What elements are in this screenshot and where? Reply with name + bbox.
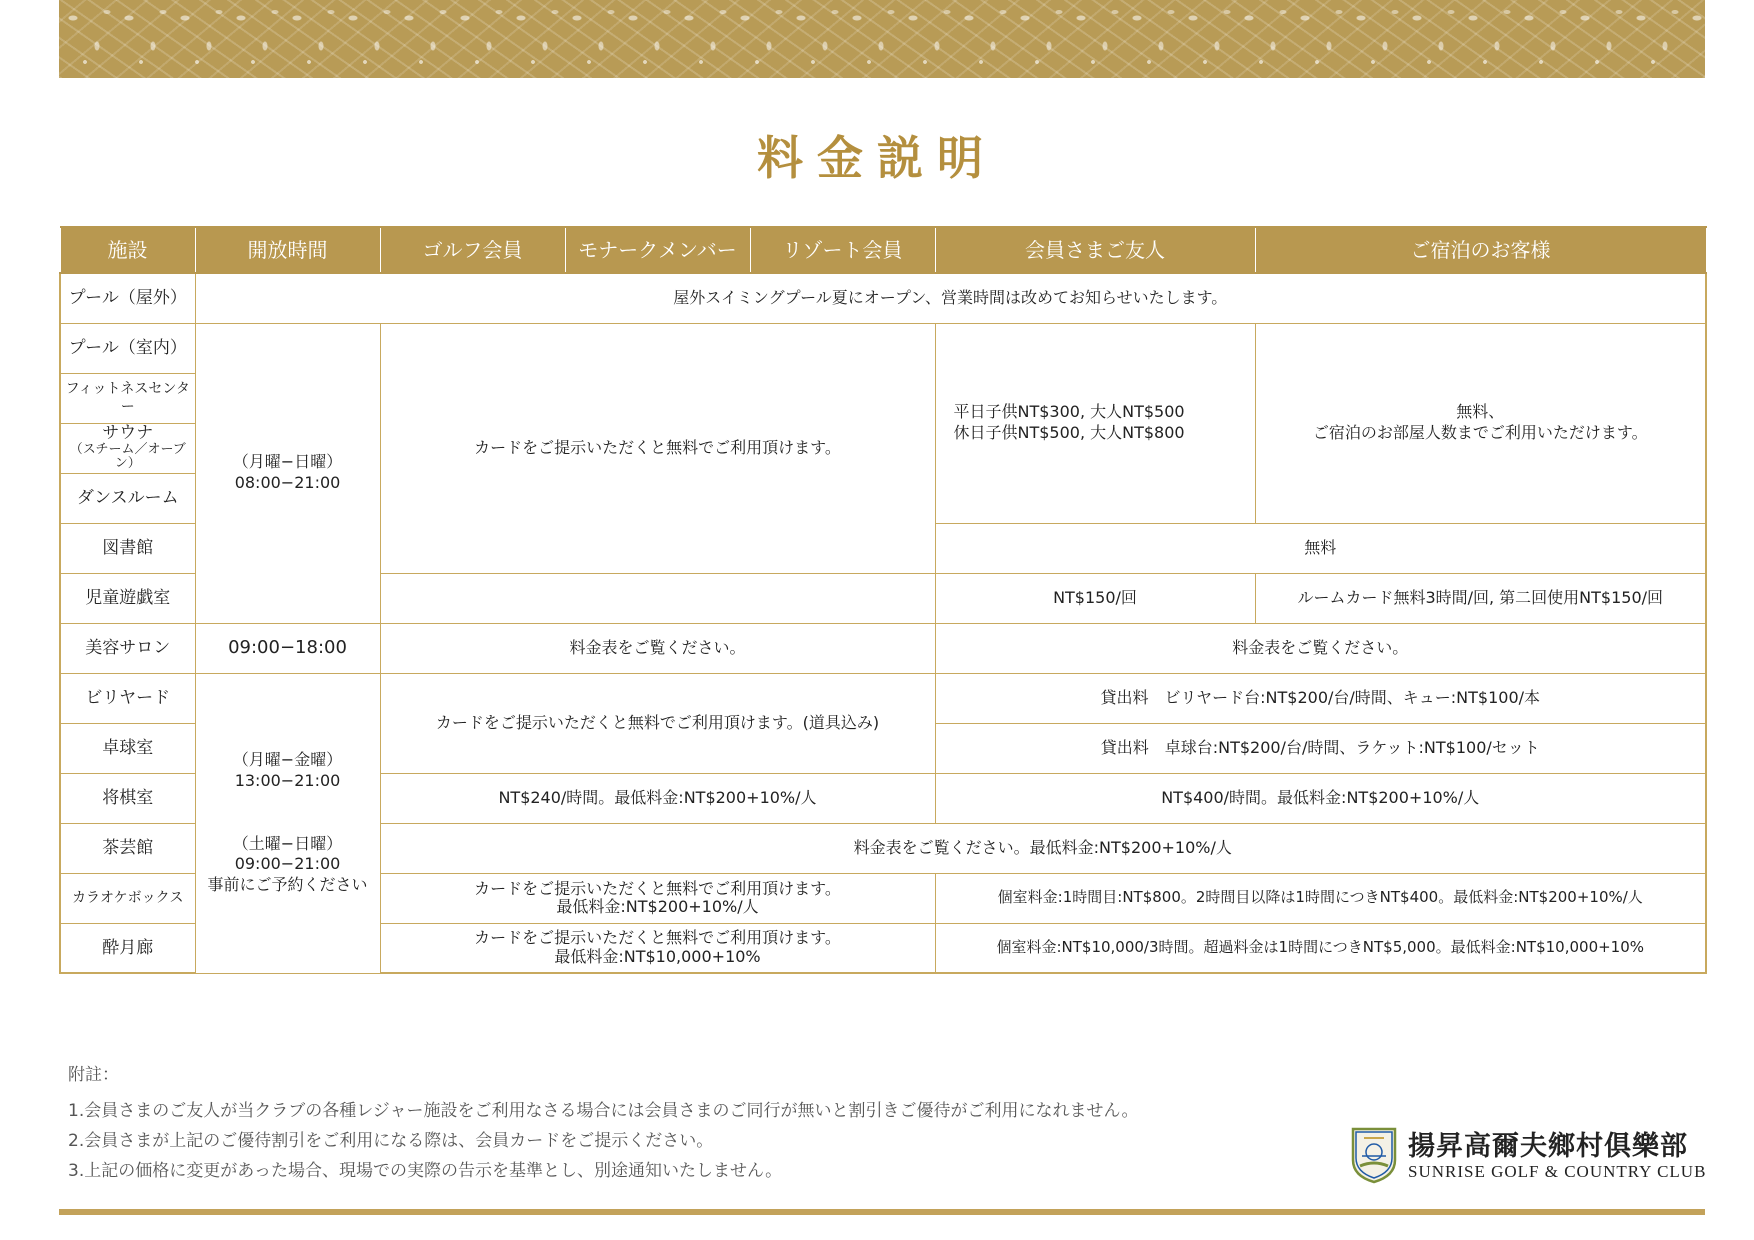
suigetsu-member-min: 最低料金:NT$10,000+10% [554, 946, 761, 966]
suigetsu-member-free: カードをご提示いただくと無料でご利用頂けます。 [474, 928, 841, 948]
table-tennis-rental: 貸出料 卓球台:NT$200/台/時間、ラケット:NT$100/セット [935, 723, 1706, 773]
karaoke-member-min: 最低料金:NT$200+10%/人 [556, 897, 759, 916]
facility-pool-outdoor: プール（屋外） [60, 273, 195, 323]
facility-suigetsu: 酔月廊 [60, 923, 195, 973]
header-golf-member: ゴルフ会員 [380, 227, 565, 273]
sunrise-crest-icon [1350, 1126, 1398, 1184]
header-resort-member: リゾート会員 [750, 227, 935, 273]
facility-fitness: フィットネスセンター [60, 373, 195, 423]
facility-sauna-type: （スチーム／オーブン） [69, 442, 186, 472]
guest-free-line2: ご宿泊のお部屋人数までご利用いただけます。 [1312, 423, 1648, 442]
decorative-floral-banner [59, 0, 1705, 78]
facility-pool-indoor: プール（室内） [60, 323, 195, 373]
shogi-member: NT$240/時間。最低料金:NT$200+10%/人 [380, 773, 935, 823]
pool-outdoor-note: 屋外スイミングプール夏にオープン、営業時間は改めてお知らせいたします。 [195, 273, 1706, 323]
guest-free-use [1255, 323, 1706, 523]
note-item: 1.会員さまのご友人が当クラブの各種レジャー施設をご利用なさる場合には会員さまのご同行が無いと割引きご優待がご利用になれません。 [68, 1101, 1139, 1121]
billiards-member: カードをご提示いただくと無料でご利用頂けます。(道具込み) [380, 673, 935, 773]
header-row [60, 227, 1706, 273]
billiards-rental: 貸出料 ビリヤード台:NT$200/台/時間、キュー:NT$100/本 [935, 673, 1706, 723]
suigetsu-member [380, 923, 935, 973]
facility-beauty-salon: 美容サロン [60, 623, 195, 673]
hours-weekend-time: 09:00−21:00 [234, 854, 341, 874]
karaoke-member-free: カードをご提示いただくと無料でご利用頂けます。 [474, 878, 841, 898]
hours-daily [195, 323, 380, 623]
club-name-english: SUNRISE GOLF & COUNTRY CLUB [1408, 1162, 1707, 1181]
suigetsu-other: 個室料金:NT$10,000/3時間。超過料金は1時間につきNT$5,000。最低料金:NT$10,000+10% [935, 923, 1706, 973]
facility-tea-house: 茶芸館 [60, 823, 195, 873]
karaoke-other: 個室料金:1時間目:NT$800。2時間目以降は1時間につきNT$400。最低料金:NT$200+10%/人 [935, 873, 1706, 923]
kids-friend-fee: NT$150/回 [935, 573, 1255, 623]
facility-shogi-room: 将棋室 [60, 773, 195, 823]
member-free-use: カードをご提示いただくと無料でご利用頂けます。 [380, 323, 935, 573]
facility-table-tennis: 卓球室 [60, 723, 195, 773]
facility-sauna [60, 423, 195, 473]
hours-daily-days: （月曜−日曜） [232, 452, 343, 472]
guest-free-line1: 無料、 [1456, 402, 1505, 422]
facility-dance-room: ダンスルーム [60, 473, 195, 523]
karaoke-member [380, 873, 935, 923]
tea-fee: 料金表をご覧ください。最低料金:NT$200+10%/人 [380, 823, 1706, 873]
header-member-friend: 会員さまご友人 [935, 227, 1255, 273]
kids-guest-fee: ルームカード無料3時間/回, 第二回使用NT$150/回 [1255, 573, 1706, 623]
salon-other: 料金表をご覧ください。 [935, 623, 1706, 673]
friend-fee-holiday: 休日子供NT$500, 大人NT$800 [953, 423, 1185, 442]
table-row [60, 273, 1706, 323]
club-name-chinese: 揚昇高爾夫鄉村俱樂部 [1408, 1131, 1688, 1162]
salon-hours: 09:00−18:00 [195, 623, 380, 673]
reservation-note: 事前にご予約ください [207, 875, 368, 895]
footer-divider [59, 1209, 1705, 1215]
library-free: 無料 [935, 523, 1706, 573]
club-logo [1350, 1124, 1707, 1188]
header-hotel-guest: ご宿泊のお客様 [1255, 227, 1706, 273]
notes-section [68, 1060, 1138, 1186]
header-hours: 開放時間 [195, 227, 380, 273]
facility-billiards: ビリヤード [60, 673, 195, 723]
facility-karaoke: カラオケボックス [60, 873, 195, 923]
shogi-other: NT$400/時間。最低料金:NT$200+10%/人 [935, 773, 1706, 823]
notes-heading: 附註： [68, 1065, 119, 1085]
salon-member: 料金表をご覧ください。 [380, 623, 935, 673]
hours-weekday-time: 13:00−21:00 [234, 770, 341, 790]
hours-daily-time: 08:00−21:00 [234, 473, 341, 492]
hours-weekend-days: （土曜−日曜） [232, 833, 343, 853]
note-item: 3.上記の価格に変更があった場合、現場での実際の告示を基準とし、別途通知いたしません。 [68, 1161, 783, 1181]
friend-fee-weekday: 平日子供NT$300, 大人NT$500 [953, 402, 1185, 422]
hours-reservation [195, 673, 380, 973]
page-title: 料金説明 [757, 131, 997, 185]
header-facility: 施設 [60, 227, 195, 273]
header-monarch-member: モナークメンバー [565, 227, 750, 273]
note-item: 2.会員さまが上記のご優待割引をご利用になる際は、会員カードをご提示ください。 [68, 1131, 714, 1151]
kids-member-blank [380, 573, 935, 623]
fee-table [59, 226, 1707, 974]
table-row [60, 323, 1706, 373]
table-row [60, 623, 1706, 673]
facility-sauna-name: サウナ [102, 423, 154, 444]
facility-kids-room: 児童遊戯室 [60, 573, 195, 623]
table-row [60, 673, 1706, 723]
friend-fee [935, 323, 1255, 523]
facility-library: 図書館 [60, 523, 195, 573]
hours-weekday-days: （月曜−金曜） [232, 750, 343, 769]
